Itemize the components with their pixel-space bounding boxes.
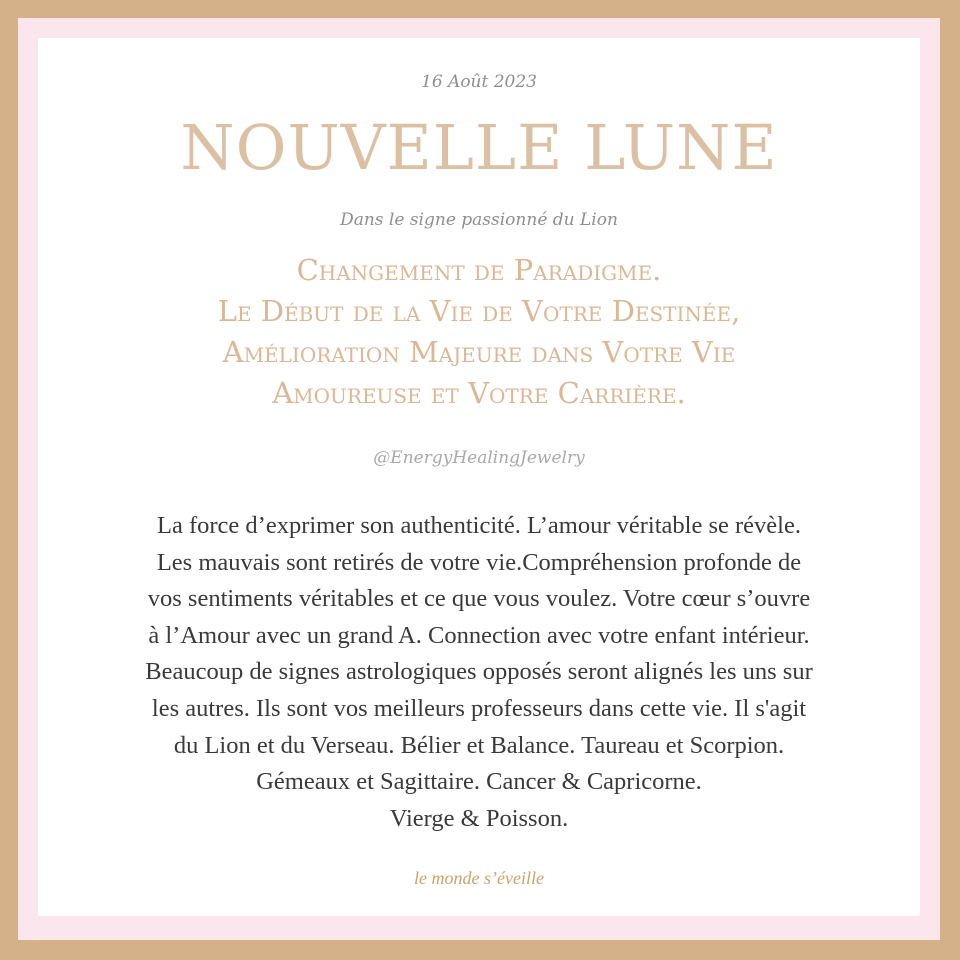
signature: le monde s’éveille (414, 868, 544, 888)
body-line: La force d’exprimer son authenticité. L’amour véritable se révèle. (157, 512, 801, 539)
post-card (38, 38, 920, 916)
headline-line: Amoureuse et Votre Carrière. (272, 376, 686, 410)
body-line: les autres. Ils sont vos meilleurs professeurs dans cette vie. Il s'agit (151, 694, 807, 722)
body-line: Gémeaux et Sagittaire. Cancer & Capricorne. (256, 768, 702, 796)
page-title: NOUVELLE LUNE (180, 111, 778, 184)
headline (78, 250, 880, 414)
social-handle: @EnergyHealingJewelry (373, 448, 585, 468)
body-line: à l’Amour avec un grand A. Connection avec votre enfant intérieur. (148, 621, 810, 649)
body-line: Beaucoup de signes astrologiques opposés seront alignés les uns sur (145, 658, 813, 686)
body-line: Les mauvais sont retirés de votre vie.Compréhension profonde de (156, 548, 802, 576)
body-line: vos sentiments véritables et ce que vous voulez. Votre cœur s’ouvre (147, 585, 811, 613)
headline-line: Amélioration Majeure dans Votre Vie (222, 335, 736, 369)
subtitle: Dans le signe passionné du Lion (340, 210, 618, 230)
body-text (42, 508, 916, 837)
body-line: Vierge & Poisson. (389, 804, 569, 832)
headline-line: Changement de Paradigme. (296, 253, 662, 287)
body-line: du Lion et du Verseau. Bélier et Balance. Taureau et Scorpion. (173, 731, 785, 759)
post-date: 16 Août 2023 (421, 72, 537, 92)
headline-line: Le Début de la Vie de Votre Destinée, (217, 294, 741, 328)
